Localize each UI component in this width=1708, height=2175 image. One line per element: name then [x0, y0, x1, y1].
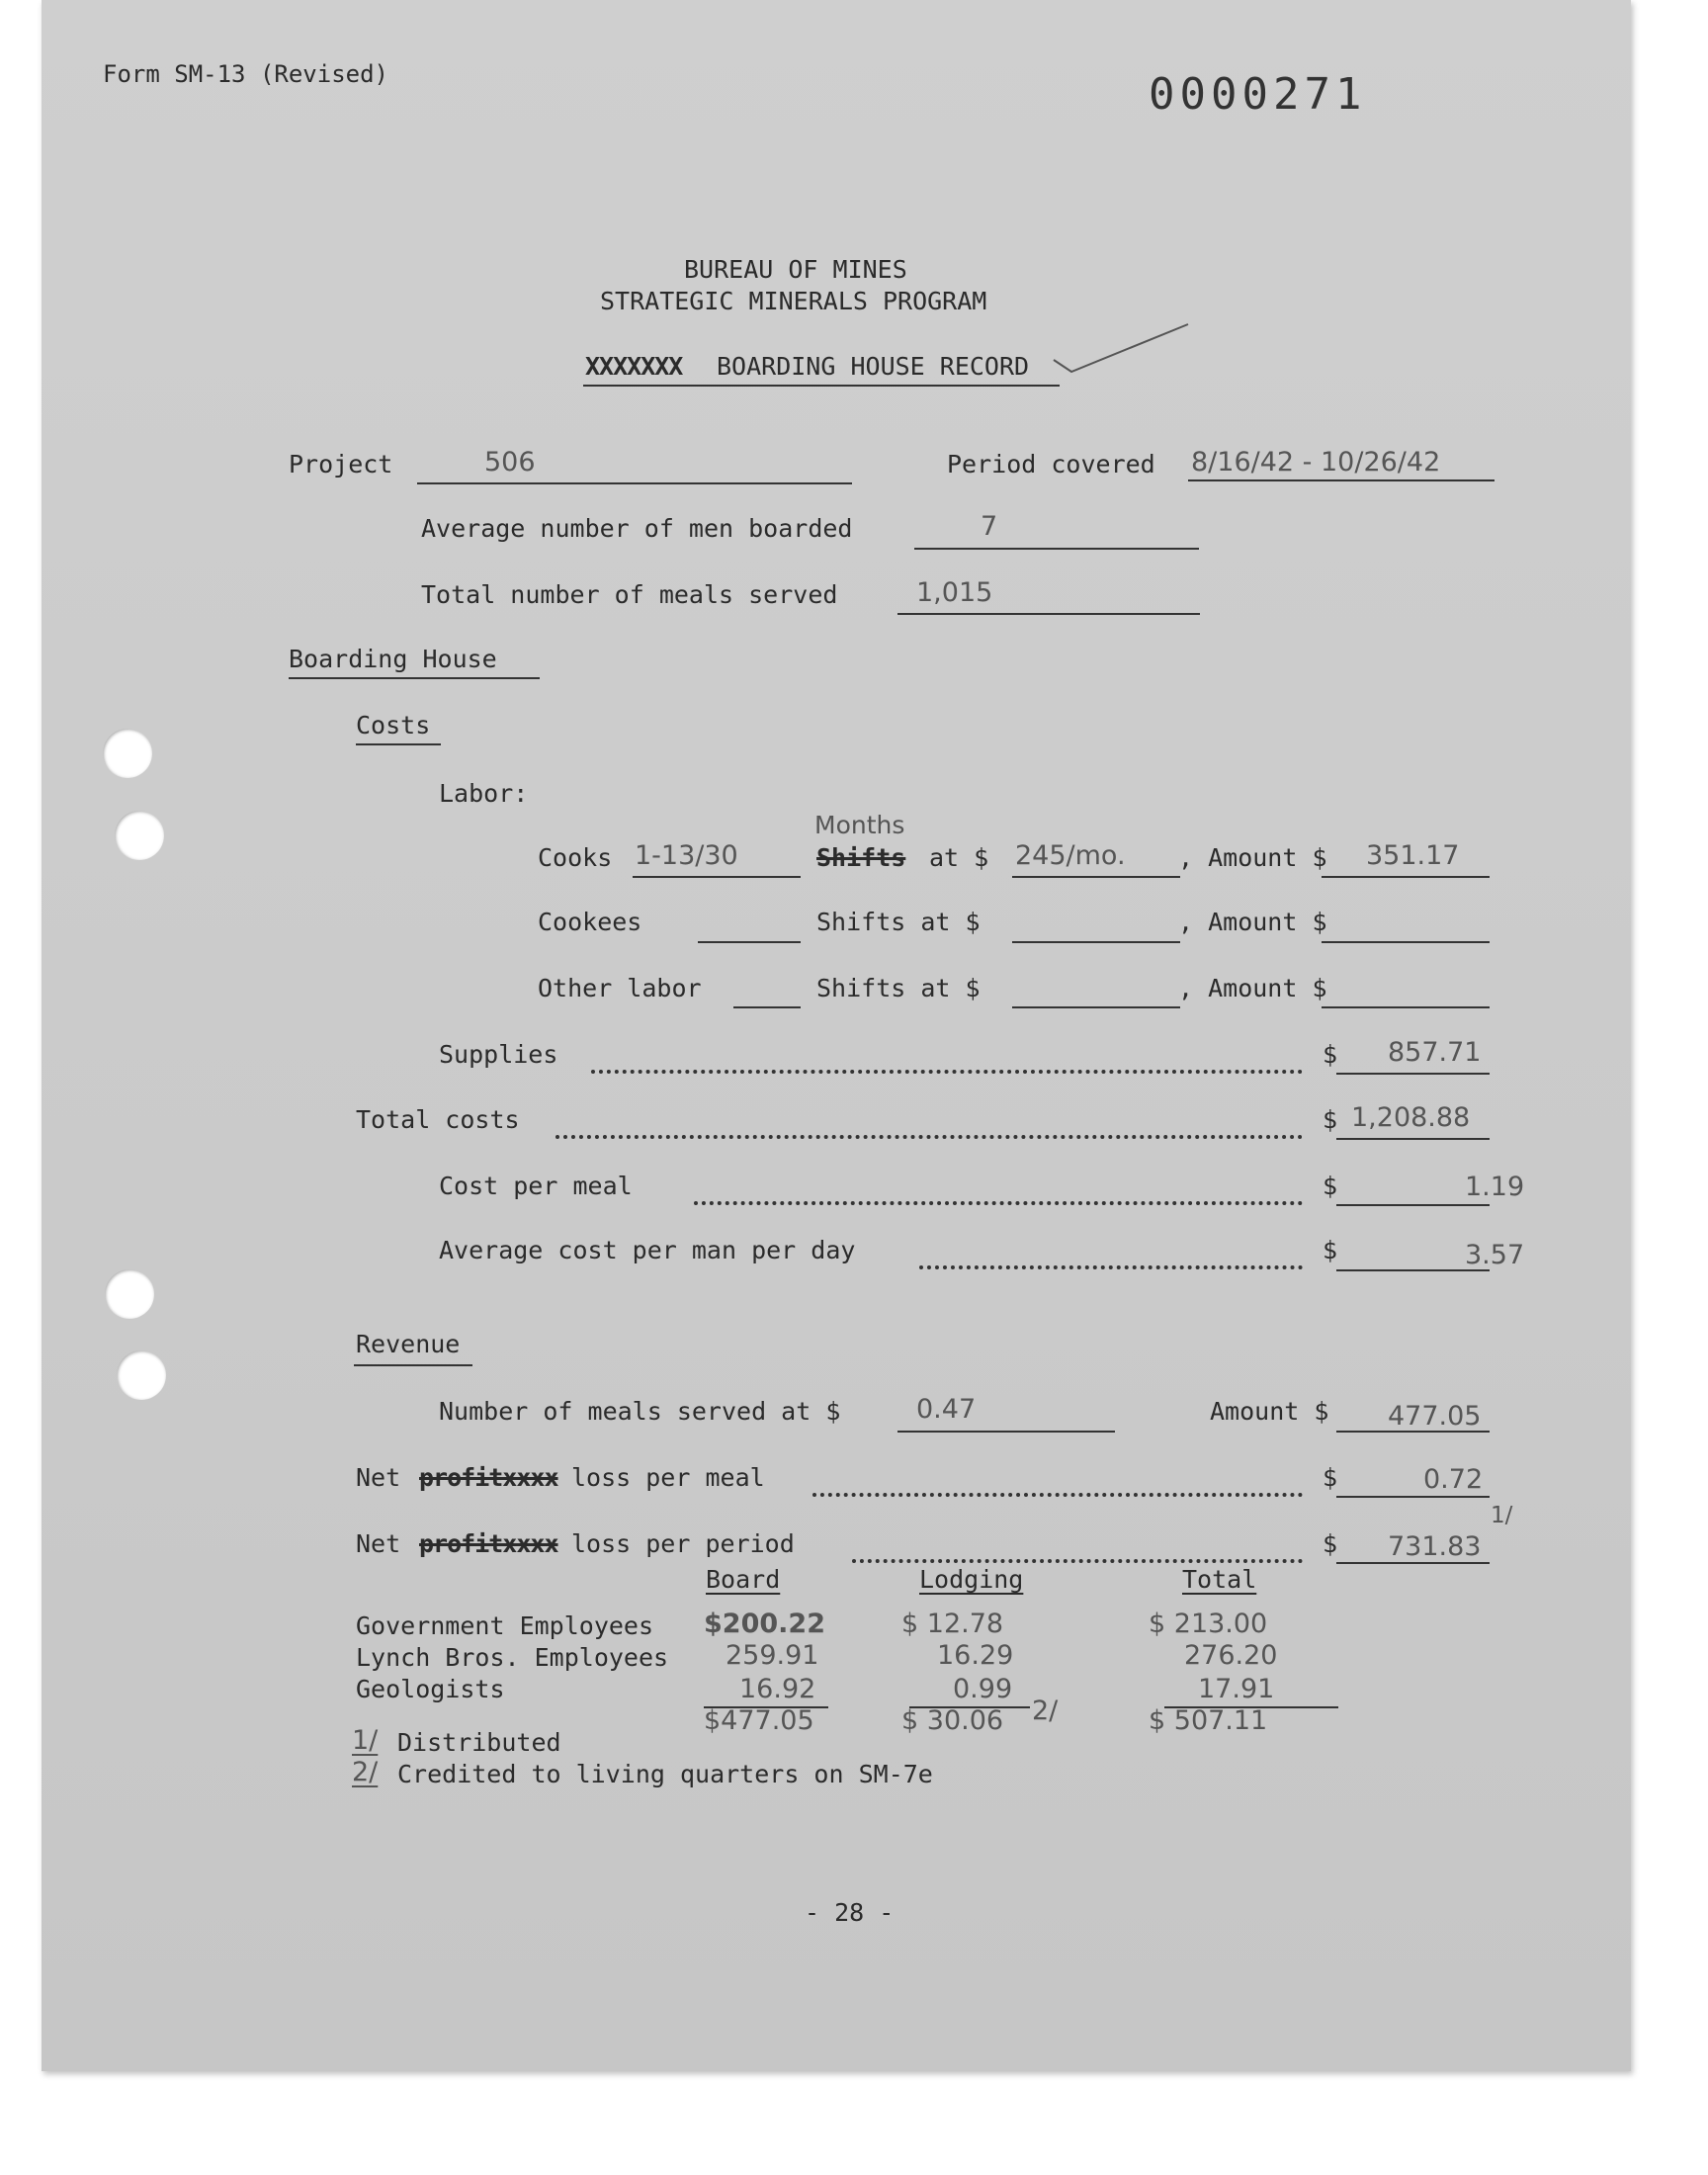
- footnote-text: Credited to living quarters on SM-7e: [397, 1760, 933, 1788]
- cooks-amount: 351.17: [1366, 840, 1460, 871]
- breakdown-header-board: Board: [706, 1565, 781, 1594]
- meals-served-rate: 0.47: [916, 1394, 977, 1425]
- section-costs: Costs: [356, 711, 431, 740]
- breakdown-header-total: Total: [1182, 1565, 1257, 1594]
- avg-men-label: Average number of men boarded: [421, 514, 853, 543]
- supplies-currency: $: [1323, 1040, 1338, 1069]
- breakdown-header-lodging: Lodging: [919, 1565, 1024, 1594]
- net-period-amount: 731.83: [1388, 1531, 1482, 1562]
- total-meals-value: 1,015: [916, 577, 993, 608]
- punch-hole: [115, 811, 164, 860]
- net-period-currency: $: [1323, 1529, 1338, 1558]
- labor-label: Labor:: [439, 779, 529, 808]
- net-meal-currency: $: [1323, 1463, 1338, 1492]
- supplies-amount: 857.71: [1388, 1037, 1482, 1068]
- net-meal-prefix: Net: [356, 1463, 401, 1492]
- meals-served-amount-label: Amount $: [1210, 1397, 1329, 1426]
- meals-served-label: Number of meals served at $: [439, 1397, 841, 1426]
- breakdown-row-lodging: $ 12.78: [901, 1609, 1004, 1639]
- cooks-rate: 245/mo.: [1015, 840, 1126, 871]
- cooks-label: Cooks: [538, 843, 613, 872]
- total-costs-amount: 1,208.88: [1351, 1102, 1471, 1133]
- other-labor-label: Other labor: [538, 974, 702, 1002]
- agency-title: BUREAU OF MINES: [684, 255, 907, 284]
- avg-men-value: 7: [981, 511, 998, 542]
- document-page: [42, 0, 1631, 2071]
- struck-title-word: XXXXXXX: [585, 352, 683, 381]
- cost-per-meal-amount: 1.19: [1465, 1172, 1525, 1202]
- avg-cost-day-currency: $: [1323, 1236, 1338, 1264]
- footnote-text: Distributed: [397, 1728, 561, 1757]
- breakdown-row-board: 259.91: [726, 1640, 819, 1671]
- total-meals-label: Total number of meals served: [421, 580, 838, 609]
- form-number: Form SM-13 (Revised): [103, 60, 388, 88]
- section-boarding-house: Boarding House: [289, 645, 497, 673]
- cooks-at: at $: [929, 843, 989, 872]
- other-labor-unit: Shifts at $: [816, 974, 981, 1002]
- program-title: STRATEGIC MINERALS PROGRAM: [600, 287, 987, 315]
- breakdown-total-board: $477.05: [704, 1705, 814, 1736]
- breakdown-row-name: Government Employees: [356, 1611, 654, 1640]
- meals-served-amount: 477.05: [1388, 1401, 1482, 1432]
- cookees-label: Cookees: [538, 908, 642, 936]
- punch-hole: [117, 1350, 166, 1400]
- net-period-prefix: Net: [356, 1529, 401, 1558]
- record-title: BOARDING HOUSE RECORD: [717, 352, 1030, 381]
- breakdown-row-total: 276.20: [1184, 1640, 1278, 1671]
- cookees-amount-label: , Amount $: [1178, 908, 1327, 936]
- total-costs-label: Total costs: [356, 1105, 520, 1134]
- avg-cost-day-label: Average cost per man per day: [439, 1236, 856, 1264]
- cooks-quantity: 1-13/30: [635, 840, 738, 871]
- punch-hole: [105, 1269, 154, 1319]
- punch-hole: [103, 729, 152, 778]
- net-period-struck: profitxxxx: [419, 1529, 558, 1558]
- net-period-footnote-mark: 1/: [1491, 1503, 1513, 1528]
- breakdown-row-board: $200.22: [704, 1609, 825, 1639]
- footnote-mark: 1/: [352, 1725, 379, 1756]
- supplies-label: Supplies: [439, 1040, 558, 1069]
- cost-per-meal-currency: $: [1323, 1172, 1338, 1200]
- net-meal-amount: 0.72: [1423, 1464, 1484, 1495]
- cooks-unit-struck: Shifts: [816, 843, 906, 872]
- page-number: - 28 -: [805, 1898, 895, 1927]
- breakdown-row-name: Lynch Bros. Employees: [356, 1643, 669, 1672]
- net-meal-struck: profitxxxx: [419, 1463, 558, 1492]
- cooks-amount-label: , Amount $: [1178, 843, 1327, 872]
- breakdown-row-lodging: 0.99: [953, 1674, 1013, 1704]
- footnote-mark: 2/: [352, 1757, 379, 1787]
- net-meal-label: loss per meal: [571, 1463, 765, 1492]
- cookees-unit: Shifts at $: [816, 908, 981, 936]
- breakdown-total-total: $ 507.11: [1149, 1705, 1268, 1736]
- breakdown-row-lodging: 16.29: [937, 1640, 1014, 1671]
- cost-per-meal-label: Cost per meal: [439, 1172, 633, 1200]
- other-labor-amount-label: , Amount $: [1178, 974, 1327, 1002]
- document-number: 0000271: [1149, 69, 1367, 120]
- breakdown-row-board: 16.92: [739, 1674, 816, 1704]
- breakdown-total-lodging: $ 30.06: [901, 1705, 1004, 1736]
- cooks-unit-correction: Months: [814, 811, 905, 839]
- project-value: 506: [484, 447, 536, 478]
- period-value: 8/16/42 - 10/26/42: [1191, 447, 1441, 478]
- total-costs-currency: $: [1323, 1105, 1338, 1134]
- section-revenue: Revenue: [356, 1330, 461, 1358]
- breakdown-row-total: $ 213.00: [1149, 1609, 1268, 1639]
- period-label: Period covered: [947, 450, 1155, 478]
- avg-cost-day-amount: 3.57: [1465, 1240, 1525, 1270]
- check-mark-icon: [1050, 316, 1198, 376]
- breakdown-row-total: 17.91: [1198, 1674, 1275, 1704]
- project-label: Project: [289, 450, 393, 478]
- breakdown-row-name: Geologists: [356, 1675, 505, 1703]
- breakdown-total-lodging-mark: 2/: [1032, 1696, 1059, 1726]
- net-period-label: loss per period: [571, 1529, 795, 1558]
